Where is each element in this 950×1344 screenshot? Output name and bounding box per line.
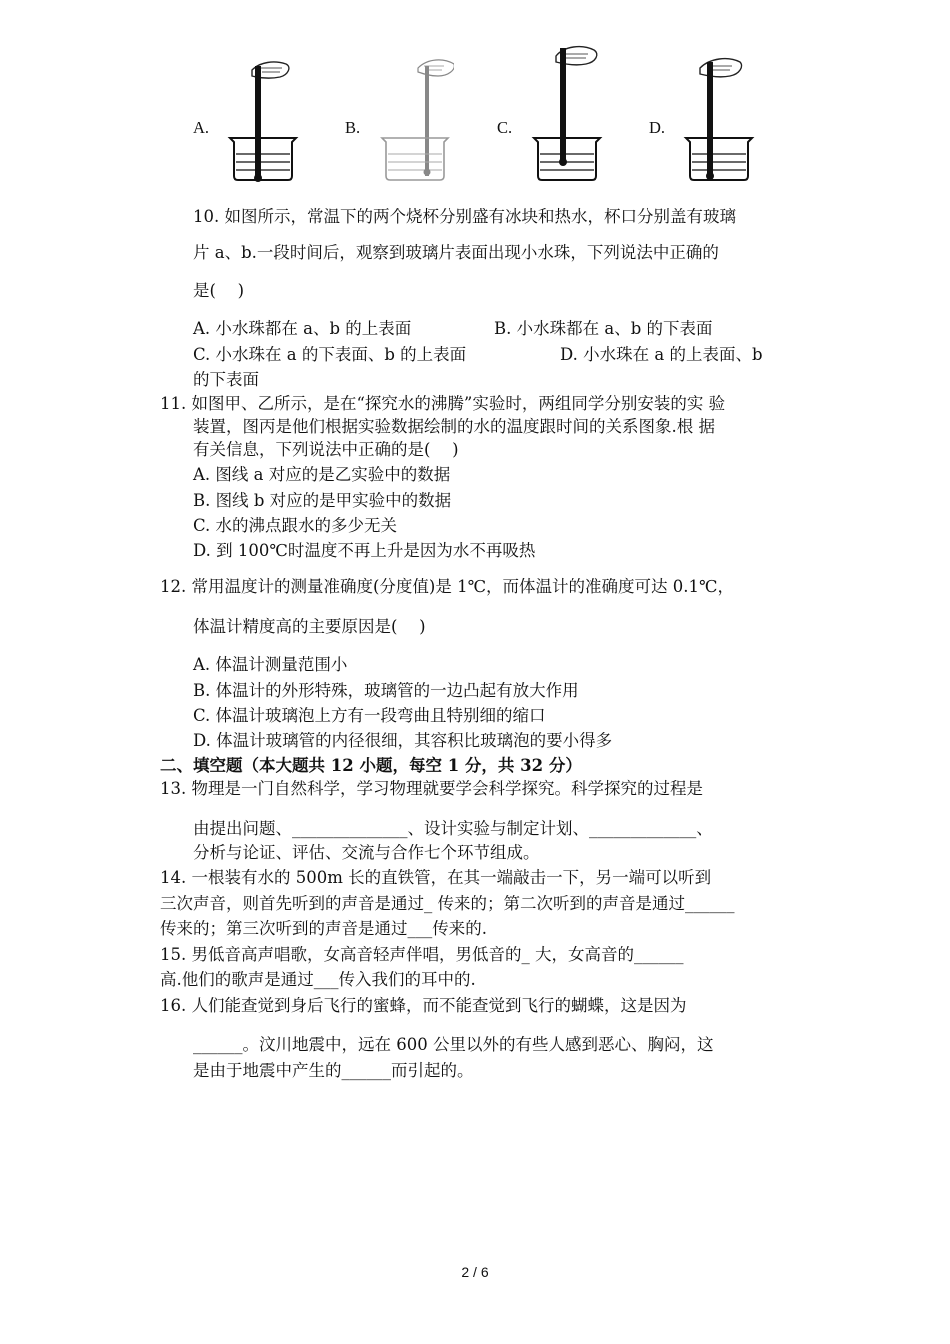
question-11-line-2: 装置，图丙是他们根据实验数据绘制的水的温度跟时间的关系图象.根 据 — [193, 417, 715, 436]
question-13-line-1: 13. 物理是一门自然科学，学习物理就要学会科学探究。科学探究的过程是 — [160, 779, 703, 798]
question-10-option-a: A. 小水珠都在 a、b 的上表面 — [193, 319, 412, 338]
option-label-a: A. — [193, 118, 210, 137]
thermometer-figure-d — [682, 42, 758, 184]
question-13-line-2: 由提出问题、______________、设计实验与制定计划、_____________、 — [193, 819, 713, 838]
question-12-line-2: 体温计精度高的主要原因是( ) — [193, 617, 426, 636]
question-15-line-2: 高.他们的歌声是通过___传入我们的耳中的. — [160, 970, 476, 989]
question-14-line-2: 三次声音，则首先听到的声音是通过_ 传来的；第二次听到的声音是通过______ — [160, 894, 735, 913]
question-10-line-3: 是( ) — [193, 281, 245, 300]
option-label-d: D. — [649, 118, 666, 137]
page-number: 2 / 6 — [461, 1264, 489, 1280]
question-15-line-1: 15. 男低音高声唱歌，女高音轻声伴唱，男低音的_ 大，女高音的______ — [160, 945, 684, 964]
question-16-line-1: 16. 人们能查觉到身后飞行的蜜蜂，而不能查觉到飞行的蝴蝶，这是因为 — [160, 996, 687, 1015]
question-11-option-c: C. 水的沸点跟水的多少无关 — [193, 516, 398, 535]
question-12-option-b: B. 体温计的外形特殊，玻璃管的一边凸起有放大作用 — [193, 681, 579, 700]
question-16-line-2: ______。汶川地震中，远在 600 公里以外的有些人感到恶心、胸闷，这 — [193, 1035, 714, 1054]
question-11-line-3: 有关信息，下列说法中正确的是( ) — [193, 440, 459, 459]
thermometer-figure-a — [226, 42, 302, 184]
question-11-line-1: 11. 如图甲、乙所示，是在“探究水的沸腾”实验时，两组同学分别安装的实 验 — [160, 394, 726, 413]
question-11-option-d: D. 到 100℃时温度不再上升是因为水不再吸热 — [193, 541, 536, 560]
question-14-line-3: 传来的；第三次听到的声音是通过___传来的. — [160, 919, 487, 938]
question-10-option-c: C. 小水珠在 a 的下表面、b 的上表面 — [193, 345, 467, 364]
question-12-option-c: C. 体温计玻璃泡上方有一段弯曲且特别细的缩口 — [193, 706, 546, 725]
question-13-line-3: 分析与论证、评估、交流与合作七个环节组成。 — [193, 843, 540, 862]
question-12-option-a: A. 体温计测量范围小 — [193, 655, 348, 674]
question-11-option-b: B. 图线 b 对应的是甲实验中的数据 — [193, 491, 452, 510]
question-10-option-d-continued: 的下表面 — [193, 370, 259, 389]
question-16-line-3: 是由于地震中产生的______而引起的。 — [193, 1061, 474, 1080]
question-10-line-1: 10. 如图所示，常温下的两个烧杯分别盛有冰块和热水，杯口分别盖有玻璃 — [193, 207, 736, 226]
thermometer-figure-b — [378, 42, 454, 184]
option-label-b: B. — [345, 118, 361, 137]
question-11-option-a: A. 图线 a 对应的是乙实验中的数据 — [193, 465, 451, 484]
question-12-option-d: D. 体温计玻璃管的内径很细，其容积比玻璃泡的要小得多 — [193, 731, 613, 750]
thermometer-figure-c — [530, 42, 606, 184]
section-2-heading: 二、填空题（本大题共 12 小题，每空 1 分，共 32 分） — [160, 756, 582, 775]
question-10-line-2: 片 a、b.一段时间后，观察到玻璃片表面出现小水珠，下列说法中正确的 — [193, 243, 719, 262]
question-14-line-1: 14. 一根装有水的 500m 长的直铁管，在其一端敲击一下，另一端可以听到 — [160, 868, 712, 887]
question-12-line-1: 12. 常用温度计的测量准确度(分度值)是 1℃，而体温计的准确度可达 0.1℃， — [160, 577, 735, 596]
question-10-option-d: D. 小水珠在 a 的上表面、b — [560, 345, 763, 364]
option-label-c: C. — [497, 118, 513, 137]
question-10-option-b: B. 小水珠都在 a、b 的下表面 — [494, 319, 713, 338]
